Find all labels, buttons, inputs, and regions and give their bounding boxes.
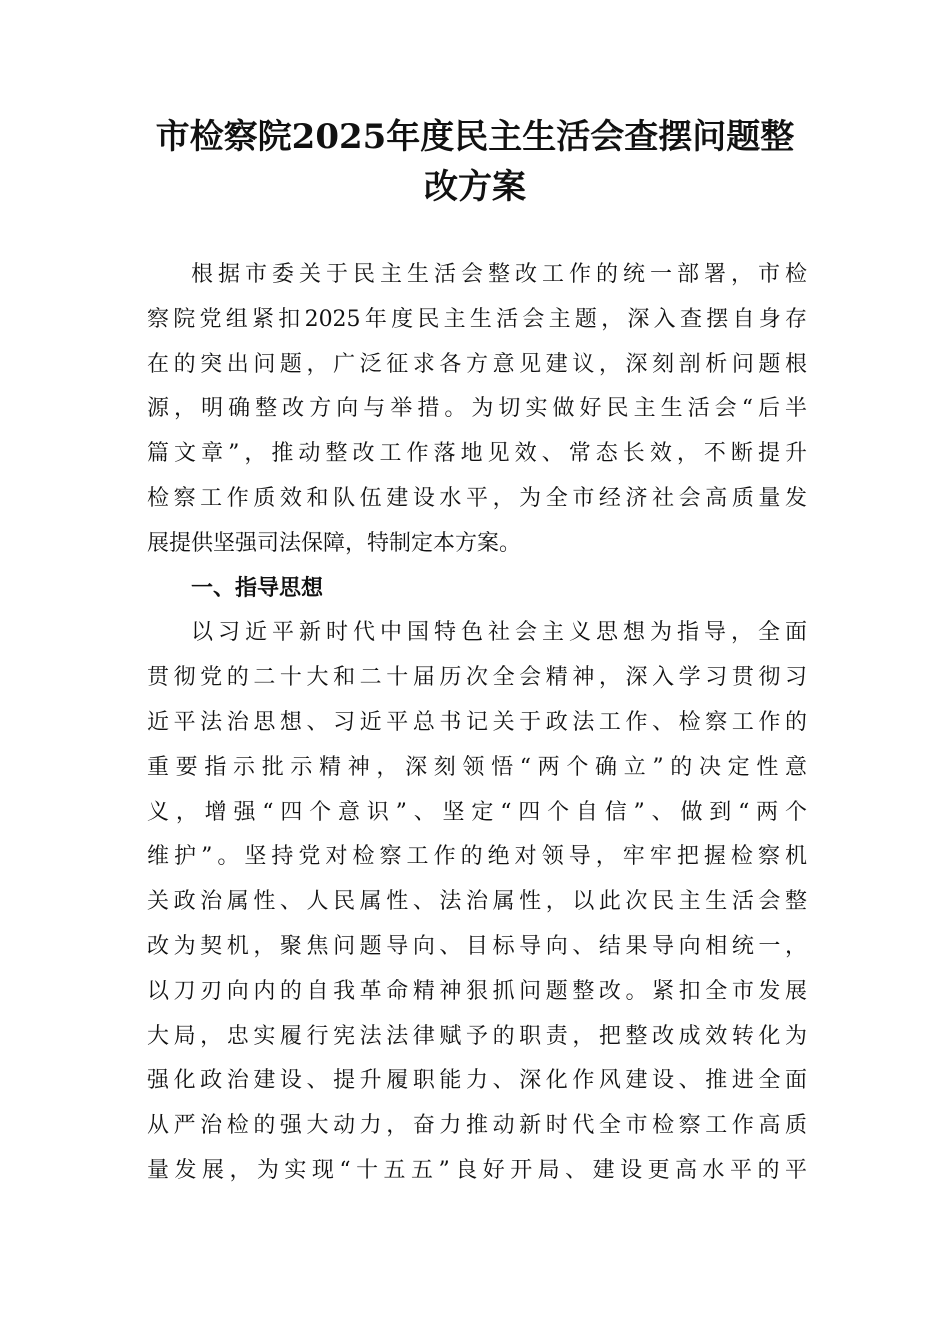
intro-paragraph [147, 253, 807, 567]
text-line: 维护”。坚持党对检察工作的绝对领导，牢牢把握检察机 [147, 844, 807, 870]
text-line: 改为契机，聚焦问题导向、目标导向、结果导向相统一， [147, 933, 807, 959]
document-body [147, 253, 807, 1194]
text-line: 展提供坚强司法保障，特制定本方案。 [147, 530, 522, 556]
text-line: 篇文章”，推动整改工作落地见效、常态长效，不断提升 [147, 441, 807, 467]
text-line: 根据市委关于民主生活会整改工作的统一部署，市检 [191, 262, 807, 287]
text-line: 近平法治思想、习近平总书记关于政法工作、检察工作的 [147, 709, 807, 735]
text-line: 以刀刃向内的自我革命精神狠抓问题整改。紧扣全市发展 [147, 978, 807, 1004]
text-line: 贯彻党的二十大和二十届历次全会精神，深入学习贯彻习 [147, 665, 807, 691]
text-line: 从严治检的强大动力，奋力推动新时代全市检察工作高质 [147, 1113, 807, 1139]
text-line: 强化政治建设、提升履职能力、深化作风建设、推进全面 [147, 1068, 807, 1094]
text-line: 察院党组紧扣2025年度民主生活会主题，深入查摆自身存 [147, 306, 807, 332]
title-line-1: 市检察院2025年度民主生活会查摆问题整 [155, 117, 795, 157]
document-title [140, 112, 810, 212]
text-line: 重要指示批示精神，深刻领悟“两个确立”的决定性意 [147, 754, 807, 780]
text-line: 以习近平新时代中国特色社会主义思想为指导，全面 [191, 620, 807, 646]
text-line: 大局，忠实履行宪法法律赋予的职责，把整改成效转化为 [147, 1023, 807, 1049]
text-line: 在的突出问题，广泛征求各方意见建议，深刻剖析问题根 [147, 351, 807, 377]
text-line: 源，明确整改方向与举措。为切实做好民主生活会“后半 [147, 396, 807, 422]
text-line: 检察工作质效和队伍建设水平，为全市经济社会高质量发 [147, 485, 807, 511]
section-heading-guiding-ideology: 一、指导思想 [191, 575, 324, 601]
title-line-2: 改方案 [424, 167, 526, 207]
text-line: 关政治属性、人民属性、法治属性，以此次民主生活会整 [147, 889, 807, 915]
section1-paragraph [147, 611, 807, 1193]
text-line: 义，增强“四个意识”、坚定“四个自信”、做到“两个 [147, 799, 807, 825]
text-line: 量发展，为实现“十五五”良好开局、建设更高水平的平 [147, 1157, 807, 1183]
